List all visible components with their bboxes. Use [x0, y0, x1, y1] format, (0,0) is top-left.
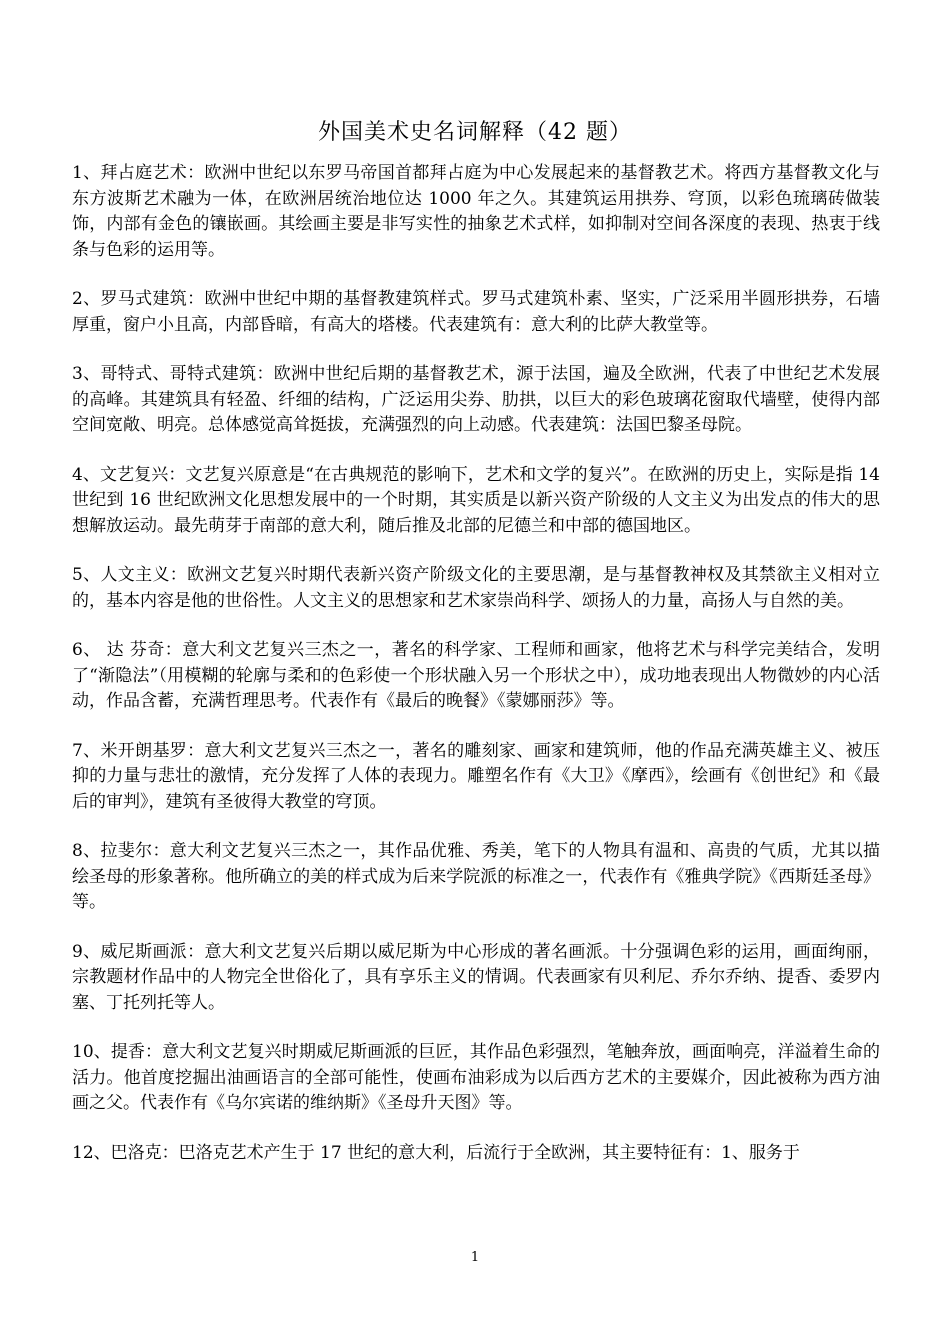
- document-body: [72, 161, 880, 1190]
- entry-3-gothic-architecture: 3、哥特式、哥特式建筑：欧洲中世纪后期的基督教艺术，源于法国，遍及全欧洲，代表了中世纪艺术发展的高峰。其建筑具有轻盈、纤细的结构，广泛运用尖券、肋拱，以巨大的彩色玻璃花窗取代墙壁，使得内部空间宽敞、明亮。总体感觉高耸挺拔，充满强烈的向上动感。代表建筑：法国巴黎圣母院。: [72, 364, 880, 435]
- entry-1-byzantine-art: 1、拜占庭艺术：欧洲中世纪以东罗马帝国首都拜占庭为中心发展起来的基督教艺术。将西方基督教文化与东方波斯艺术融为一体，在欧洲居统治地位达 1000 年之久。其建筑运用拱券、穹顶，以彩色琉璃砖做装饰，内部有金色的镶嵌画。其绘画主要是非写实性的抽象艺术式样，如抑制对空间各深度的表现、热衷于线条与色彩的运用等。: [72, 163, 880, 260]
- entry-6-da-vinci: 6、 达 芬奇：意大利文艺复兴三杰之一，著名的科学家、工程师和画家，他将艺术与科学完美结合，发明了“渐隐法”（用模糊的轮廓与柔和的色彩使一个形状融入另一个形状之中），成功地表现出人物微妙的内心活动，作品含蓄，充满哲理思考。代表作有《最后的晚餐》《蒙娜丽莎》等。: [72, 640, 880, 711]
- entry-2-romanesque-architecture: 2、罗马式建筑：欧洲中世纪中期的基督教建筑样式。罗马式建筑朴素、坚实，广泛采用半圆形拱券，石墙厚重，窗户小且高，内部昏暗，有高大的塔楼。代表建筑有：意大利的比萨大教堂等。: [72, 289, 880, 335]
- entry-10-titian: 10、提香：意大利文艺复兴时期威尼斯画派的巨匠，其作品色彩强烈，笔触奔放，画面响亮，洋溢着生命的活力。他首度挖掘出油画语言的全部可能性，使画布油彩成为以后西方艺术的主要媒介，因此被称为西方油画之父。代表作有《乌尔宾诺的维纳斯》《圣母升天图》等。: [72, 1042, 880, 1113]
- entry-4-renaissance: 4、文艺复兴：文艺复兴原意是“在古典规范的影响下，艺术和文学的复兴”。在欧洲的历史上，实际是指 14 世纪到 16 世纪欧洲文化思想发展中的一个时期，其实质是以新兴资产阶级的人文主义为出发点的伟大的思想解放运动。最先萌芽于南部的意大利，随后推及北部的尼德兰和中部的德国地区。: [72, 464, 880, 536]
- entry-12-baroque: 12、巴洛克：巴洛克艺术产生于 17 世纪的意大利，后流行于全欧洲，其主要特征有：1、服务于: [72, 1142, 800, 1163]
- page-number: 1: [470, 1250, 480, 1265]
- entry-9-venetian-school: 9、威尼斯画派：意大利文艺复兴后期以威尼斯为中心形成的著名画派。十分强调色彩的运用，画面绚丽，宗教题材作品中的人物完全世俗化了，具有享乐主义的情调。代表画家有贝利尼、乔尔乔纳、提香、委罗内塞、丁托列托等人。: [72, 941, 880, 1013]
- entry-7-michelangelo: 7、米开朗基罗：意大利文艺复兴三杰之一，著名的雕刻家、画家和建筑师，他的作品充满英雄主义、被压抑的力量与悲壮的激情，充分发挥了人体的表现力。雕塑名作有《大卫》《摩西》，绘画有《创世纪》和《最后的审判》，建筑有圣彼得大教堂的穹顶。: [72, 740, 880, 812]
- entry-8-raphael: 8、拉斐尔：意大利文艺复兴三杰之一，其作品优雅、秀美，笔下的人物具有温和、高贵的气质，尤其以描绘圣母的形象著称。他所确立的美的样式成为后来学院派的标准之一，代表作有《雅典学院》《西斯廷圣母》等。: [72, 841, 880, 912]
- document-title: 外国美术史名词解释（42 题）: [318, 120, 632, 145]
- entry-5-humanism: 5、人文主义：欧洲文艺复兴时期代表新兴资产阶级文化的主要思潮，是与基督教神权及其禁欲主义相对立的，基本内容是他的世俗性。人文主义的思想家和艺术家崇尚科学、颂扬人的力量，高扬人与自然的美。: [72, 565, 880, 611]
